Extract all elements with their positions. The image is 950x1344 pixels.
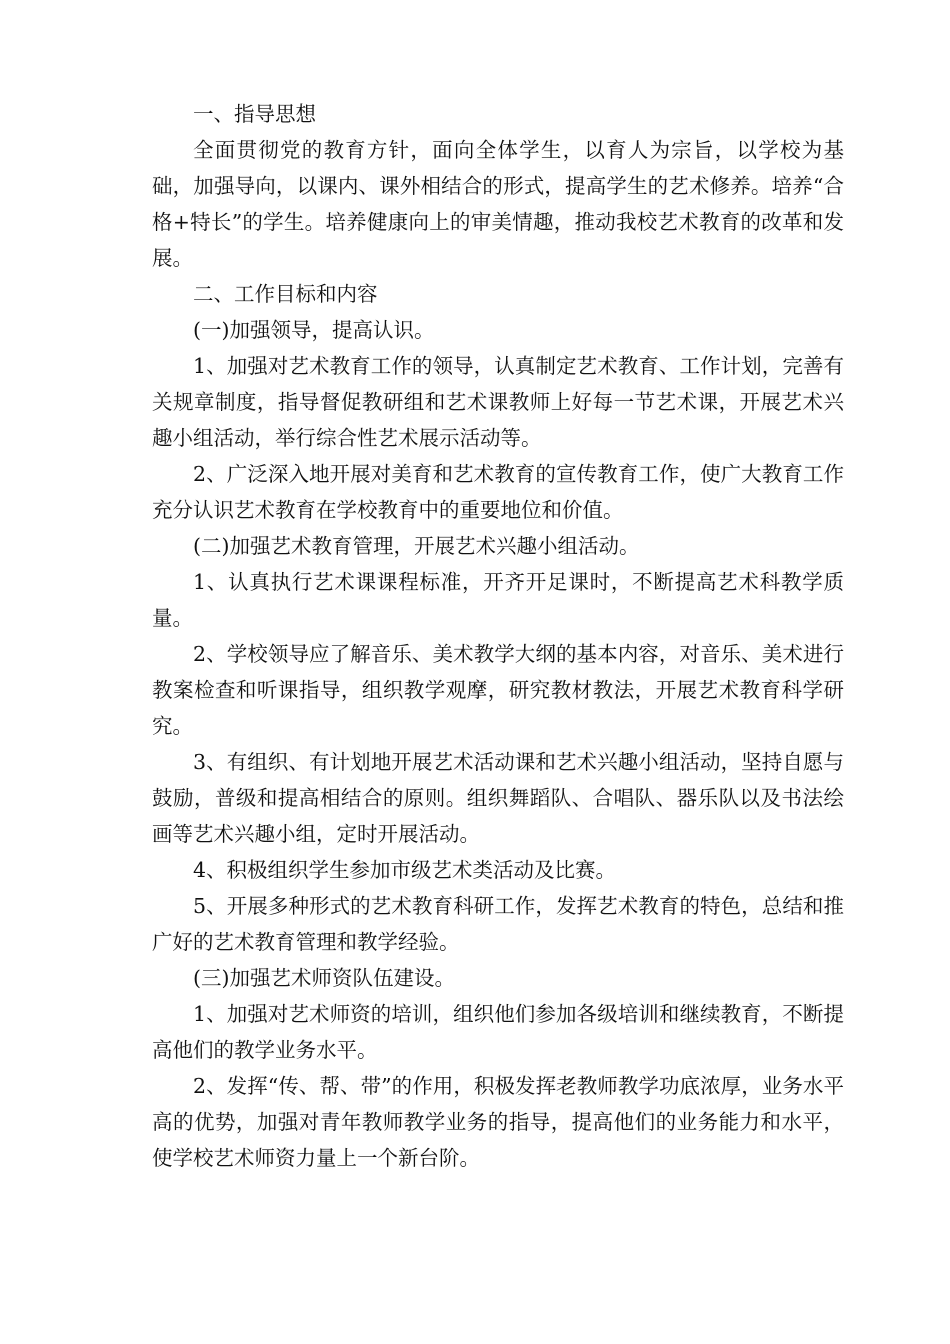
paragraph-leadership-2: 2、广泛深入地开展对美育和艺术教育的宣传教育工作，使广大教育工作充分认识艺术教育在学校教育中的重要地位和价值。 <box>152 462 844 522</box>
subsection-heading-leadership: (一)加强领导，提高认识。 <box>193 318 435 342</box>
section-heading-guiding-ideology: 一、指导思想 <box>193 102 316 126</box>
paragraph-teachers-2: 2、发挥“传、帮、带”的作用，积极发挥老教师教学功底浓厚，业务水平高的优势，加强对青年教师教学业务的指导，提高他们的业务能力和水平，使学校艺术师资力量上一个新台阶。 <box>152 1074 844 1170</box>
paragraph-management-2: 2、学校领导应了解音乐、美术教学大纲的基本内容，对音乐、美术进行教案检查和听课指导，组织教学观摩，研究教材教法，开展艺术教育科学研究。 <box>152 642 844 738</box>
section-heading-goals-content: 二、工作目标和内容 <box>193 282 378 306</box>
paragraph-management-5: 5、开展多种形式的艺术教育科研工作，发挥艺术教育的特色，总结和推广好的艺术教育管理和教学经验。 <box>152 894 844 954</box>
document-page <box>152 96 844 1176</box>
paragraph-management-1: 1、认真执行艺术课课程标准，开齐开足课时，不断提高艺术科教学质量。 <box>152 570 844 630</box>
subsection-heading-teachers: (三)加强艺术师资队伍建设。 <box>193 966 455 990</box>
paragraph-management-3: 3、有组织、有计划地开展艺术活动课和艺术兴趣小组活动，坚持自愿与鼓励，普级和提高相结合的原则。组织舞蹈队、合唱队、器乐队以及书法绘画等艺术兴趣小组，定时开展活动。 <box>152 750 844 846</box>
subsection-heading-management: (二)加强艺术教育管理，开展艺术兴趣小组活动。 <box>193 534 640 558</box>
paragraph-teachers-1: 1、加强对艺术师资的培训，组织他们参加各级培训和继续教育，不断提高他们的教学业务水平。 <box>152 1002 844 1062</box>
paragraph-management-4: 4、积极组织学生参加市级艺术类活动及比赛。 <box>193 858 617 882</box>
paragraph-guiding-ideology: 全面贯彻党的教育方针，面向全体学生，以育人为宗旨，以学校为基础，加强导向，以课内、课外相结合的形式，提高学生的艺术修养。培养“合格+特长”的学生。培养健康向上的审美情趣，推动我校艺术教育的改革和发展。 <box>152 138 844 270</box>
paragraph-leadership-1: 1、加强对艺术教育工作的领导，认真制定艺术教育、工作计划，完善有关规章制度，指导督促教研组和艺术课教师上好每一节艺术课，开展艺术兴趣小组活动，举行综合性艺术展示活动等。 <box>152 354 844 450</box>
